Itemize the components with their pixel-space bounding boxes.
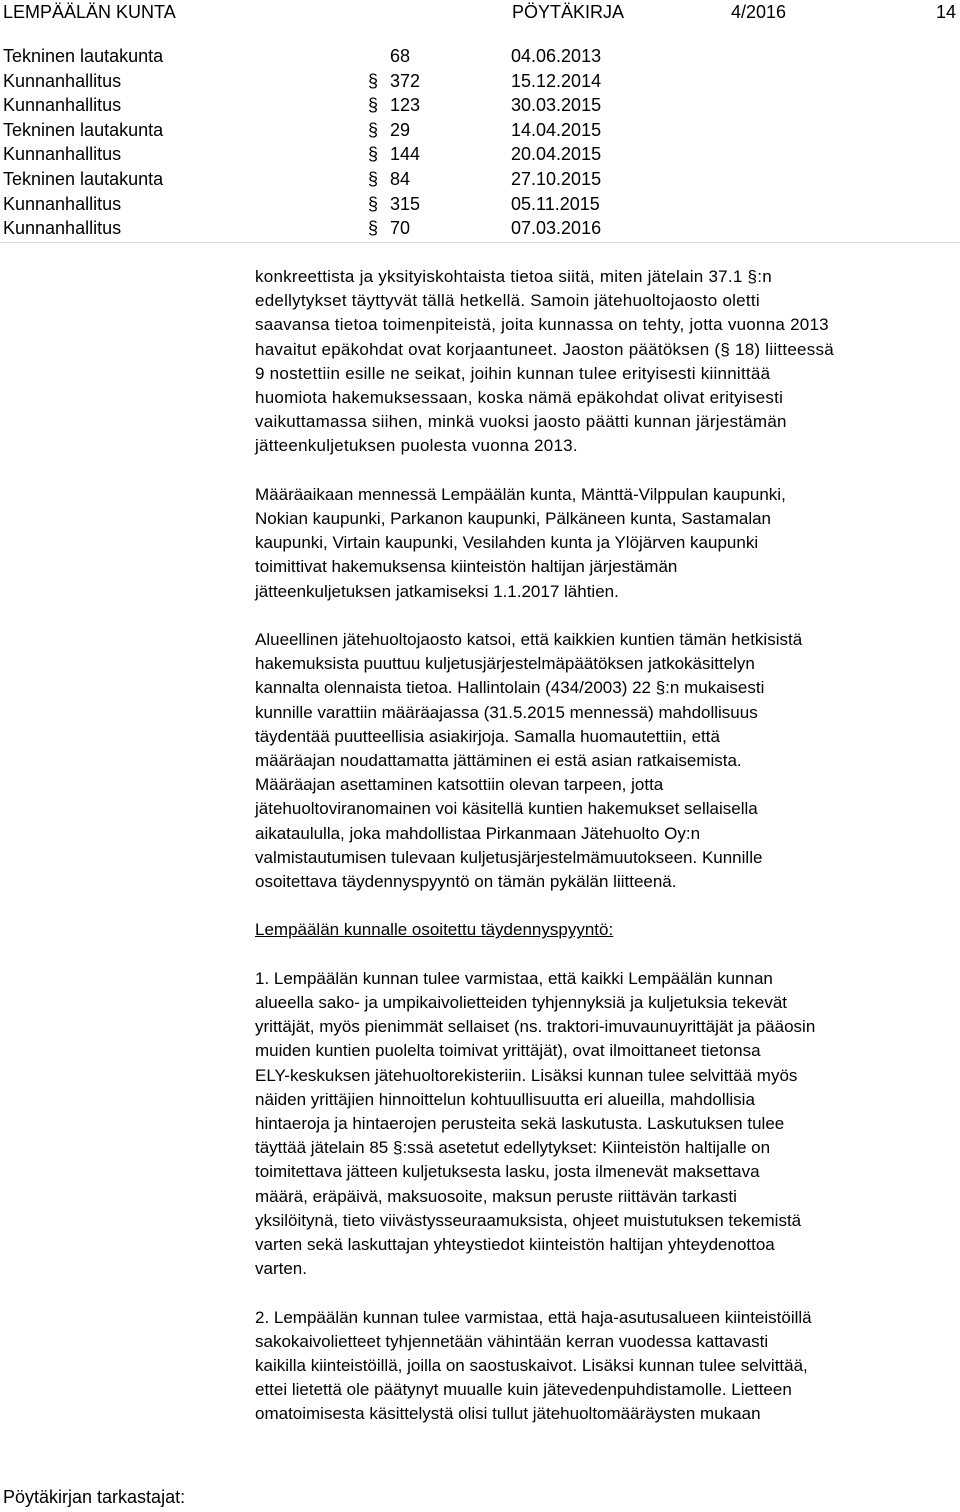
paragraph-gap (255, 943, 955, 967)
history-section-number: 70 (390, 218, 411, 239)
history-row (0, 120, 960, 145)
section-sign: § (368, 144, 379, 165)
history-date: 14.04.2015 (511, 119, 602, 140)
history-row (0, 71, 960, 96)
history-section-number: 372 (390, 70, 421, 91)
processing-history (0, 46, 960, 243)
history-section-number: 123 (390, 95, 421, 116)
paragraph-applications: Määräaikaan mennessä Lempäälän kunta, Mänttä-Vilppulan kaupunki, Nokian kaupunki, Parkanon kaupunki, Pälkäneen kunta, Sastamalan kaupunki, Virtain kaupunki, Vesilahden kunta ja Ylöjärven kaupunki toimittivat hakemuksensa kiinteistön haltijan järjestämän jätteenkuljetuksen jatkamiseksi 1.1.2017 lähtien. (255, 484, 786, 601)
section-sign: § (368, 70, 379, 91)
document-type: PÖYTÄKIRJA (512, 2, 625, 22)
history-row (0, 95, 960, 120)
history-date: 20.04.2015 (511, 144, 602, 165)
section-sign: § (368, 119, 379, 140)
paragraph-background: konkreettista ja yksityiskohtaista tietoa siitä, miten jätelain 37.1 §:n edellytykset täyttyvät tällä hetkellä. Samoin jätehuoltojaosto oletti saavansa tietoa toimenpiteistä, joita kunnassa on tehty, jotta vuonna 2013 havaitut epäkohdat ovat korjaantuneet. Jaoston päätöksen (§ 18) liitteessä 9 nostettiin esille ne seikat, joihin kunnan tulee erityisesti kiinnittää huomiota hakemuksessaan, koska nämä epäkohdat olivat erityisesti vaikuttamassa siihen, minkä vuoksi jaosto päätti kunnan järjestämän jätteenkuljetuksen puolesta vuonna 2013. (255, 267, 834, 456)
section-sign: § (368, 193, 379, 214)
history-section-number: 84 (390, 168, 411, 189)
history-row (0, 194, 960, 219)
section-sign: § (368, 95, 379, 116)
history-section-number: 315 (390, 193, 421, 214)
history-divider (0, 242, 960, 243)
paragraph-gap (255, 1281, 955, 1305)
history-body: Kunnanhallitus (3, 193, 122, 214)
section-sign: § (368, 168, 379, 189)
page-number: 14 (936, 2, 957, 22)
history-body: Kunnanhallitus (3, 95, 122, 116)
history-body: Kunnanhallitus (3, 144, 122, 165)
paragraph-gap (255, 459, 955, 483)
history-row (0, 46, 960, 71)
history-section-number: 144 (390, 144, 421, 165)
footer-reviewers-label: Pöytäkirjan tarkastajat: (3, 1487, 186, 1507)
history-body: Kunnanhallitus (3, 218, 122, 239)
organization-name: LEMPÄÄLÄN KUNTA (3, 2, 176, 22)
minutes-body (255, 265, 955, 1427)
history-body: Tekninen lautakunta (3, 46, 164, 66)
history-date: 30.03.2015 (511, 95, 602, 116)
paragraph-gap (255, 894, 955, 918)
history-row (0, 169, 960, 194)
history-body: Kunnanhallitus (3, 70, 122, 91)
section-heading: Lempäälän kunnalle osoitettu täydennyspyyntö: (255, 920, 614, 940)
history-body: Tekninen lautakunta (3, 168, 164, 189)
request-item-1: 1. Lempäälän kunnan tulee varmistaa, että kaikki Lempäälän kunnan alueella sako- ja umpikaivolietteiden tyhjennyksiä ja kuljetuksia tekevät yrittäjät, myös pienimmät sellaiset (ns. traktori-imuvaunuyrittäjät ja pääosin muiden kuntien puolelta toimivat yrittäjät), ovat ilmoittaneet tietonsa ELY-keskuksen jätehuoltorekisteriin. Lisäksi kunnan tulee selvittää myös näiden yrittäjien hinnoittelun kohtuullisuutta eri alueilla, mahdollisia hintaeroja ja hintaerojen perusteita sekä laskutusta. Laskutuksen tulee täyttää jätelain 85 §:ssä asetetut edellytykset: Kiinteistön haltijalle on toimitettava jätteen kuljetuksesta lasku, josta ilmenevät maksettava määrä, eräpäivä, maksuosoite, maksun peruste riittävän tarkasti yksilöitynä, tieto viivästysseuraamuksista, ohjeet muistutuksen tekemistä varten sekä laskuttajan yhteystiedot kiinteistön haltijan yhteydenottoa varten. (255, 968, 816, 1279)
history-row (0, 218, 960, 243)
history-section-number: 29 (390, 119, 411, 140)
request-item-2: 2. Lempäälän kunnan tulee varmistaa, että haja-asutusalueen kiinteistöillä sakokaivolietteet tyhjennetään vähintään kerran vuodessa kattavasti kaikilla kiinteistöillä, joilla on saostuskaivot. Lisäksi kunnan tulee selvittää, ettei lietettä ole päätynyt muualle kuin jätevedenpuhdistamolle. Lietteen omatoimisesta käsittelystä olisi tullut jätehuoltomääräysten mukaan (255, 1307, 812, 1424)
history-date: 05.11.2015 (511, 193, 600, 214)
history-date: 07.03.2016 (511, 218, 602, 239)
paragraph-decision: Alueellinen jätehuoltojaosto katsoi, että kaikkien kuntien tämän hetkisistä hakemuksista puuttuu kuljetusjärjestelmäpäätöksen jatkokäsittelyn kannalta olennaista tietoa. Hallintolain (434/2003) 22 §:n mukaisesti kunnille varattiin määräajassa (31.5.2015 mennessä) mahdollisuus täydentää puutteellisia asiakirjoja. Samalla huomautettiin, että määräajan noudattamatta jättäminen ei estä asian ratkaisemista. Määräajan asettaminen katsottiin olevan tarpeen, jotta jätehuoltoviranomainen voi käsitellä kuntien hakemukset sellaisella aikataululla, joka mahdollistaa Pirkanmaan Jätehuolto Oy:n valmistautumisen tulevaan kuljetusjärjestelmämuutokseen. Kunnille osoitettava täydennyspyyntö on tämän pykälän liitteenä. (255, 630, 803, 892)
document-number: 4/2016 (731, 2, 787, 22)
history-section-number: 68 (390, 46, 411, 66)
section-sign: § (368, 218, 379, 239)
history-row (0, 144, 960, 169)
history-date: 15.12.2014 (511, 70, 602, 91)
page-header (0, 0, 960, 26)
history-date: 27.10.2015 (511, 168, 602, 189)
history-body: Tekninen lautakunta (3, 119, 164, 140)
paragraph-gap (255, 604, 955, 628)
history-date: 04.06.2013 (511, 46, 602, 66)
